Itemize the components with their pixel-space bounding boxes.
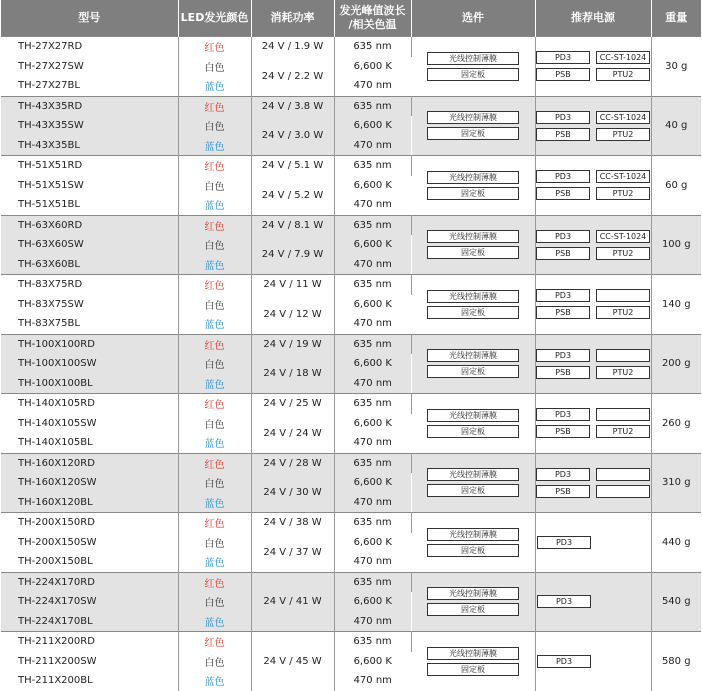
- power-supply-label: PD3: [536, 468, 590, 481]
- model-cell: TH-51X51SW: [1, 176, 178, 196]
- options-cell: [411, 275, 535, 335]
- header-weight: 重量: [651, 0, 701, 37]
- options-cell: [411, 394, 535, 454]
- power-supply-cell: [535, 215, 651, 275]
- led-color-cell: 白色: [178, 176, 251, 196]
- wavelength-cell: 635 nm: [334, 632, 411, 652]
- led-color-cell: 红色: [178, 453, 251, 473]
- options-cell: [411, 334, 535, 394]
- model-cell: TH-63X60SW: [1, 235, 178, 255]
- wavelength-cell: 6,600 K: [353, 60, 392, 72]
- wavelength-cell: 635 nm: [334, 572, 411, 592]
- model-cell: TH-160X120SW: [1, 473, 178, 493]
- header-wavelength-line1: 发光峰值波长: [339, 4, 406, 17]
- model-cell: TH-83X75BL: [1, 314, 178, 334]
- table-row: [1, 275, 701, 295]
- wavelength-cell: 470 nm: [353, 437, 392, 449]
- model-cell: TH-27X27SW: [1, 57, 178, 77]
- led-color-cell: 蓝色: [178, 612, 251, 632]
- option-film-label: 光线控制薄膜: [427, 111, 519, 124]
- table-row: [1, 156, 701, 176]
- option-film-label: 光线控制薄膜: [427, 587, 519, 600]
- power-supply-label: PD3: [536, 349, 590, 362]
- wavelength-cell: 470 nm: [334, 612, 411, 632]
- model-cell: TH-100X100BL: [1, 374, 178, 394]
- option-film-label: 光线控制薄膜: [427, 171, 519, 184]
- table-row: [1, 334, 701, 354]
- led-color-cell: 白色: [178, 295, 251, 315]
- wavelength-cell: 6,600 K: [353, 298, 392, 310]
- options-cell: [411, 215, 535, 275]
- option-film-label: 光线控制薄膜: [427, 647, 519, 660]
- power-supply-label: PD3: [536, 111, 590, 124]
- wavelength-cell: 6,600 K: [334, 235, 411, 255]
- option-film-label: 光线控制薄膜: [427, 230, 519, 243]
- power-supply-label: CC-ST-1024: [596, 111, 650, 124]
- power-supply-label: PTU2: [596, 247, 650, 260]
- model-cell: TH-63X60BL: [1, 255, 178, 275]
- wavelength-cell: 470 nm: [334, 374, 411, 394]
- power-cell: 24 V / 37 W: [251, 533, 334, 573]
- option-plate-label: 固定板: [427, 544, 519, 557]
- wavelength-cell: 6,600 K: [334, 116, 411, 136]
- power-cell: 24 V / 25 W: [251, 394, 334, 414]
- power-supply-label: PD3: [537, 655, 591, 668]
- table-row: [1, 37, 701, 57]
- wavelength-cell: 635 nm: [334, 156, 411, 176]
- power-cell: 24 V / 1.9 W: [251, 37, 334, 57]
- led-color-cell: 红色: [178, 513, 251, 533]
- wavelength-cell: 470 nm: [353, 199, 392, 211]
- power-supply-label: PD3: [537, 536, 591, 549]
- wavelength-cell: 6,600 K: [353, 536, 392, 548]
- table-row: [1, 513, 701, 533]
- wavelength-cell: 6,600 K: [353, 179, 392, 191]
- power-cell: 24 V / 28 W: [251, 453, 334, 473]
- wavelength-cell: 470 nm: [353, 80, 392, 92]
- led-color-cell: 红色: [178, 215, 251, 235]
- model-cell: TH-100X100SW: [1, 354, 178, 374]
- table-row: [1, 96, 701, 116]
- weight-cell: 540 g: [651, 572, 701, 632]
- power-supply-cell: [535, 334, 651, 394]
- wavelength-cell: 635 nm: [334, 453, 411, 473]
- weight-cell: 30 g: [651, 37, 701, 97]
- led-color-cell: 红色: [178, 334, 251, 354]
- led-color-cell: 红色: [178, 37, 251, 57]
- power-cell: 24 V / 3.8 W: [251, 96, 334, 116]
- weight-cell: 140 g: [651, 275, 701, 335]
- wavelength-cell: 635 nm: [334, 513, 411, 533]
- option-plate-label: 固定板: [427, 68, 519, 81]
- power-supply-cell: [535, 572, 651, 632]
- option-plate-label: 固定板: [427, 425, 519, 438]
- weight-cell: 60 g: [651, 156, 701, 216]
- weight-cell: 200 g: [651, 334, 701, 394]
- power-supply-label: PSB: [536, 306, 590, 319]
- options-cell: [411, 572, 535, 632]
- led-color-cell: 红色: [178, 394, 251, 414]
- model-cell: TH-211X200RD: [1, 632, 178, 652]
- spec-table: [1, 0, 701, 691]
- led-color-cell: 白色: [178, 652, 251, 672]
- power-supply-label: PD3: [537, 595, 591, 608]
- model-cell: TH-224X170RD: [1, 572, 178, 592]
- wavelength-cell: 635 nm: [334, 96, 411, 116]
- power-supply-cell: [535, 513, 651, 573]
- power-supply-label: PSB: [536, 187, 590, 200]
- power-supply-label: PTU2: [596, 306, 650, 319]
- power-supply-label: CC-ST-1024: [596, 230, 650, 243]
- options-cell: [411, 453, 535, 513]
- power-supply-label: PTU2: [596, 128, 650, 141]
- header-led-color: LED发光颜色: [178, 0, 251, 37]
- led-color-cell: 红色: [178, 275, 251, 295]
- power-supply-label: PSB: [536, 485, 590, 498]
- power-supply-cell: [535, 37, 651, 97]
- led-color-cell: 白色: [178, 473, 251, 493]
- power-supply-label: PD3: [536, 51, 590, 64]
- power-supply-label: PSB: [536, 425, 590, 438]
- option-film-label: 光线控制薄膜: [427, 528, 519, 541]
- option-plate-label: 固定板: [427, 603, 519, 616]
- power-cell: 24 V / 18 W: [251, 354, 334, 394]
- wavelength-cell: 470 nm: [353, 675, 392, 687]
- led-color-cell: 红色: [178, 632, 251, 652]
- model-cell: TH-43X35BL: [1, 136, 178, 156]
- wavelength-cell: 6,600 K: [334, 473, 411, 493]
- power-cell: 24 V / 30 W: [251, 473, 334, 513]
- model-cell: TH-51X51BL: [1, 195, 178, 215]
- weight-cell: 260 g: [651, 394, 701, 454]
- power-supply-label: PTU2: [596, 366, 650, 379]
- power-supply-label: PSB: [536, 366, 590, 379]
- led-color-cell: 蓝色: [178, 255, 251, 275]
- wavelength-cell: 635 nm: [334, 37, 411, 57]
- model-cell: TH-27X27BL: [1, 76, 178, 96]
- option-plate-label: 固定板: [427, 187, 519, 200]
- model-cell: TH-160X120BL: [1, 493, 178, 513]
- power-supply-label: PSB: [536, 68, 590, 81]
- led-color-cell: 白色: [178, 414, 251, 434]
- wavelength-cell: 470 nm: [334, 493, 411, 513]
- option-plate-label: 固定板: [427, 365, 519, 378]
- power-supply-cell: [535, 275, 651, 335]
- option-plate-label: 固定板: [427, 663, 519, 676]
- power-cell: 24 V / 41 W: [251, 572, 334, 632]
- power-supply-label: PD3: [536, 230, 590, 243]
- power-supply-label: PD3: [536, 170, 590, 183]
- model-cell: TH-224X170BL: [1, 612, 178, 632]
- power-supply-label: CC-ST-1024: [596, 51, 650, 64]
- model-cell: TH-211X200BL: [1, 671, 178, 691]
- led-color-cell: 白色: [178, 235, 251, 255]
- wavelength-cell: 6,600 K: [353, 417, 392, 429]
- power-cell: 24 V / 8.1 W: [251, 215, 334, 235]
- led-color-cell: 蓝色: [178, 136, 251, 156]
- power-supply-cell: [535, 394, 651, 454]
- model-cell: TH-27X27RD: [1, 37, 178, 57]
- table-row: [1, 572, 701, 592]
- led-color-cell: 白色: [178, 533, 251, 553]
- led-color-cell: 红色: [178, 96, 251, 116]
- power-cell: 24 V / 3.0 W: [251, 116, 334, 156]
- option-plate-label: 固定板: [427, 484, 519, 497]
- wavelength-cell: 635 nm: [334, 394, 411, 414]
- power-supply-label: PD3: [536, 289, 590, 302]
- wavelength-cell: 470 nm: [353, 556, 392, 568]
- model-cell: TH-140X105BL: [1, 433, 178, 453]
- power-supply-label: [596, 468, 650, 481]
- option-film-label: 光线控制薄膜: [427, 290, 519, 303]
- power-cell: 24 V / 5.1 W: [251, 156, 334, 176]
- wavelength-cell: 6,600 K: [353, 655, 392, 667]
- options-cell: [411, 96, 535, 156]
- led-color-cell: 白色: [178, 354, 251, 374]
- power-supply-cell: [535, 156, 651, 216]
- power-cell: 24 V / 12 W: [251, 295, 334, 335]
- model-cell: TH-100X100RD: [1, 334, 178, 354]
- model-cell: TH-43X35RD: [1, 96, 178, 116]
- model-cell: TH-43X35SW: [1, 116, 178, 136]
- option-plate-label: 固定板: [427, 246, 519, 259]
- power-supply-label: [596, 289, 650, 302]
- power-cell: 24 V / 45 W: [251, 632, 334, 691]
- led-color-cell: 红色: [178, 572, 251, 592]
- header-wavelength-line2: /相关色温: [348, 18, 397, 31]
- options-cell: [411, 513, 535, 573]
- power-supply-label: CC-ST-1024: [596, 170, 650, 183]
- led-color-cell: 蓝色: [178, 314, 251, 334]
- power-supply-label: [596, 485, 650, 498]
- option-plate-label: 固定板: [427, 306, 519, 319]
- led-color-cell: 红色: [178, 156, 251, 176]
- header-power-supply: 推荐电源: [535, 0, 651, 37]
- table-row: [1, 453, 701, 473]
- model-cell: TH-63X60RD: [1, 215, 178, 235]
- led-color-cell: 蓝色: [178, 552, 251, 572]
- power-supply-label: PSB: [536, 247, 590, 260]
- header-row: [1, 0, 701, 37]
- weight-cell: 100 g: [651, 215, 701, 275]
- power-supply-label: PTU2: [596, 187, 650, 200]
- header-wavelength: [334, 0, 411, 37]
- power-cell: 24 V / 24 W: [251, 414, 334, 454]
- option-film-label: 光线控制薄膜: [427, 52, 519, 65]
- option-film-label: 光线控制薄膜: [427, 468, 519, 481]
- weight-cell: 40 g: [651, 96, 701, 156]
- power-cell: 24 V / 2.2 W: [251, 57, 334, 97]
- model-cell: TH-200X150RD: [1, 513, 178, 533]
- power-supply-cell: [535, 96, 651, 156]
- wavelength-cell: 6,600 K: [334, 354, 411, 374]
- option-film-label: 光线控制薄膜: [427, 349, 519, 362]
- option-film-label: 光线控制薄膜: [427, 409, 519, 422]
- wavelength-cell: 635 nm: [334, 275, 411, 295]
- wavelength-cell: 6,600 K: [334, 592, 411, 612]
- power-supply-label: PD3: [536, 408, 590, 421]
- weight-cell: 580 g: [651, 632, 701, 691]
- model-cell: TH-224X170SW: [1, 592, 178, 612]
- power-cell: 24 V / 38 W: [251, 513, 334, 533]
- led-color-cell: 白色: [178, 116, 251, 136]
- option-plate-label: 固定板: [427, 127, 519, 140]
- model-cell: TH-160X120RD: [1, 453, 178, 473]
- model-cell: TH-83X75RD: [1, 275, 178, 295]
- header-options: 选件: [411, 0, 535, 37]
- model-cell: TH-200X150BL: [1, 552, 178, 572]
- header-power: 消耗功率: [251, 0, 334, 37]
- led-color-cell: 白色: [178, 57, 251, 77]
- power-supply-cell: [535, 453, 651, 513]
- wavelength-cell: 635 nm: [334, 334, 411, 354]
- power-supply-label: [596, 349, 650, 362]
- model-cell: TH-140X105RD: [1, 394, 178, 414]
- led-color-cell: 蓝色: [178, 374, 251, 394]
- power-cell: 24 V / 5.2 W: [251, 176, 334, 216]
- model-cell: TH-200X150SW: [1, 533, 178, 553]
- led-color-cell: 蓝色: [178, 76, 251, 96]
- power-supply-label: PTU2: [596, 425, 650, 438]
- power-supply-label: PTU2: [596, 68, 650, 81]
- table-row: [1, 394, 701, 414]
- weight-cell: 310 g: [651, 453, 701, 513]
- header-model: 型号: [1, 0, 178, 37]
- model-cell: TH-211X200SW: [1, 652, 178, 672]
- wavelength-cell: 470 nm: [334, 255, 411, 275]
- wavelength-cell: 635 nm: [334, 215, 411, 235]
- led-color-cell: 蓝色: [178, 195, 251, 215]
- led-color-cell: 蓝色: [178, 493, 251, 513]
- model-cell: TH-83X75SW: [1, 295, 178, 315]
- wavelength-cell: 470 nm: [353, 318, 392, 330]
- wavelength-cell: 470 nm: [334, 136, 411, 156]
- power-supply-label: PSB: [536, 128, 590, 141]
- led-color-cell: 蓝色: [178, 671, 251, 691]
- led-color-cell: 白色: [178, 592, 251, 612]
- options-cell: [411, 156, 535, 216]
- model-cell: TH-51X51RD: [1, 156, 178, 176]
- options-cell: [411, 37, 535, 97]
- power-cell: 24 V / 11 W: [251, 275, 334, 295]
- power-cell: 24 V / 19 W: [251, 334, 334, 354]
- table-row: [1, 215, 701, 235]
- power-supply-label: [596, 408, 650, 421]
- led-color-cell: 蓝色: [178, 433, 251, 453]
- table-body: [1, 37, 701, 691]
- weight-cell: 440 g: [651, 513, 701, 573]
- power-cell: 24 V / 7.9 W: [251, 235, 334, 275]
- model-cell: TH-140X105SW: [1, 414, 178, 434]
- table-row: [1, 632, 701, 652]
